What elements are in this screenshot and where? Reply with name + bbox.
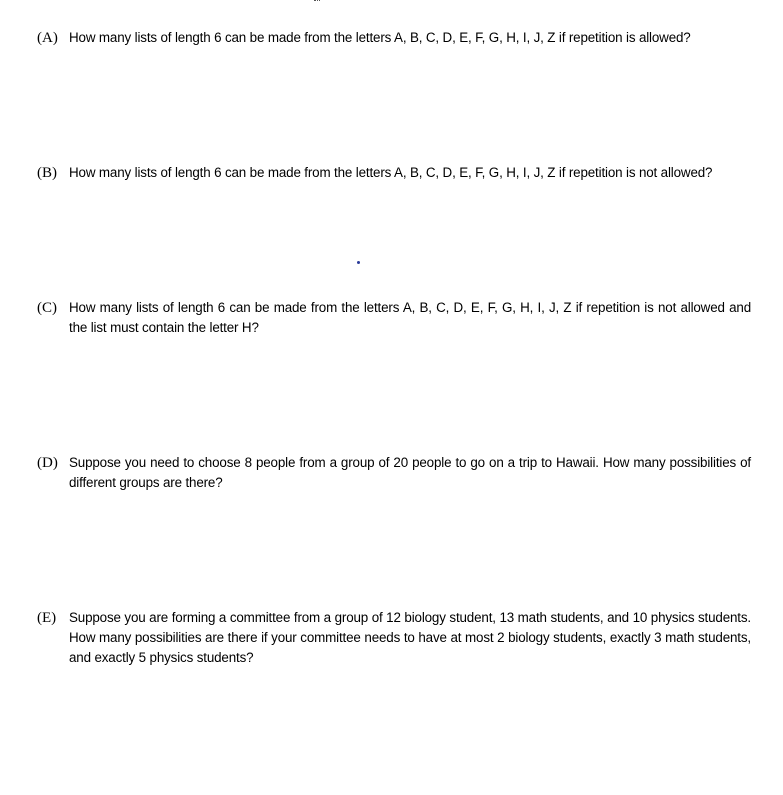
question-b-text: How many lists of length 6 can be made from the letters A, B, C, D, E, F, G, H, I, J, Z if repetition is not allowed?	[69, 165, 713, 180]
question-a	[37, 28, 751, 48]
question-e	[37, 608, 751, 668]
question-e-text: Suppose you are forming a committee from a group of 12 biology student, 13 math students, and 10 physics students. How many possibilities are there if your committee needs to have at most 2 biology students, exactly 3 math students, and exactly 5 physics students?	[69, 610, 751, 665]
question-e-label: (E)	[37, 610, 57, 626]
question-a-label: (A)	[37, 30, 58, 46]
question-d	[37, 453, 751, 493]
question-d-text: Suppose you need to choose 8 people from a group of 20 people to go on a trip to Hawaii. How many possibilities of different groups are there?	[69, 455, 751, 490]
question-d-label: (D)	[37, 455, 58, 471]
question-c	[37, 298, 751, 338]
scan-speck	[357, 261, 360, 264]
question-c-label: (C)	[37, 300, 57, 316]
question-c-text: How many lists of length 6 can be made from the letters A, B, C, D, E, F, G, H, I, J, Z if repetition is not allowed and the list must contain the letter H?	[69, 300, 751, 335]
scan-artifact-top	[314, 0, 320, 3]
question-b	[37, 163, 751, 183]
question-a-text: How many lists of length 6 can be made from the letters A, B, C, D, E, F, G, H, I, J, Z if repetition is allowed?	[69, 30, 691, 45]
question-b-label: (B)	[37, 165, 57, 181]
